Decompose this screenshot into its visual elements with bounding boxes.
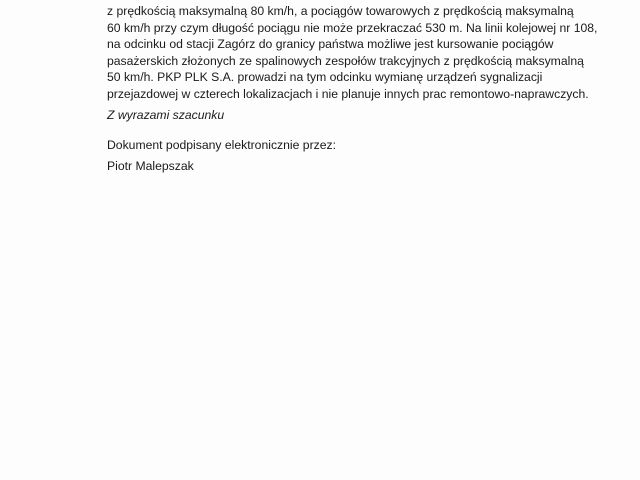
paragraph-line: z prędkością maksymalną 80 km/h, a pociągów towarowych z prędkością maksymalną — [107, 4, 574, 18]
paragraph-line: pasażerskich złożonych ze spalinowych zespołów trakcyjnych z prędkością maksymalną — [107, 53, 584, 68]
signature-label: Dokument podpisany elektronicznie przez: — [107, 138, 336, 152]
paragraph-line: 60 km/h przy czym długość pociągu nie może przekraczać 530 m. Na linii kolejowej nr 108, — [107, 20, 598, 35]
closing-salutation: Z wyrazami szacunku — [107, 108, 225, 122]
paragraph-line: 50 km/h. PKP PLK S.A. prowadzi na tym odcinku wymianę urządzeń sygnalizacji — [107, 70, 543, 85]
signer-name: Piotr Malepszak — [107, 159, 194, 173]
paragraph-line: na odcinku od stacji Zagórz do granicy państwa możliwe jest kursowanie pociągów — [107, 37, 554, 52]
paragraph-line: przejazdowej w czterech lokalizacjach i nie planuje innych prac remontowo-naprawczych. — [107, 86, 589, 101]
body-paragraph — [107, 3, 598, 103]
